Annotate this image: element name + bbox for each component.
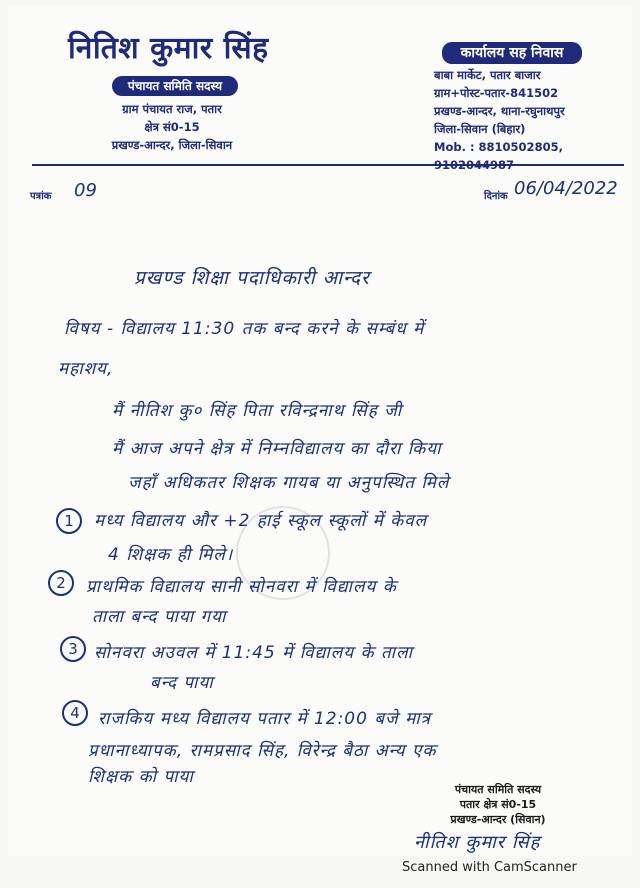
point-line: राजकिय मध्य विद्यालय पतार में 12:00 बजे मात्र — [98, 709, 432, 729]
point-line: शिक्षक को पाया — [88, 767, 194, 787]
right-address-line: Mob. : 8810502805, — [434, 140, 563, 154]
letter-page — [8, 6, 632, 856]
left-address-line: क्षेत्र सं0-15 — [144, 120, 200, 134]
intro-line: जहाँ अधिकतर शिक्षक गायब या अनुपस्थित मिले — [128, 473, 450, 493]
camscanner-watermark: Scanned with CamScanner — [402, 860, 577, 875]
point-number: 3 — [60, 636, 86, 662]
date-value: 06/04/2022 — [514, 178, 618, 199]
left-address-line: ग्राम पंचायत राज, पतार — [122, 102, 222, 116]
header-divider — [32, 164, 624, 166]
right-address-line: प्रखण्ड-आन्दर, थाना-रघुनाथपुर — [434, 104, 565, 118]
date-label: दिनांक — [484, 191, 508, 202]
official-stamp — [428, 782, 568, 827]
left-address-line: प्रखण्ड-आन्दर, जिला-सिवान — [111, 138, 233, 152]
letterhead-right-address — [434, 66, 614, 174]
point-line: प्राथमिक विद्यालय सानी सोनवरा में विद्यालय के — [86, 577, 397, 597]
ref-label: पत्रांक — [30, 191, 52, 202]
stamp-line: पतार क्षेत्र सं0-15 — [459, 798, 537, 811]
right-address-line: बाबा मार्केट, पतार बाजार — [434, 68, 541, 82]
point-number: 2 — [48, 570, 74, 596]
stamp-line: प्रखण्ड-आन्दर (सिवान) — [450, 813, 546, 826]
right-address-line: ग्राम+पोस्ट-पतार-841502 — [434, 86, 559, 100]
signature: नीतिश कुमार सिंह — [414, 832, 541, 853]
point-number: 1 — [56, 508, 82, 534]
point-number: 4 — [62, 700, 88, 726]
point-line: ताला बन्द पाया गया — [92, 607, 227, 627]
salutation: महाशय, — [58, 359, 114, 379]
designation-badge: पंचायत समिति सदस्य — [112, 76, 238, 96]
point-line: मध्य विद्यालय और +2 हाई स्कूल स्कूलों में केवल — [94, 511, 428, 531]
point-line: प्रधानाध्यापक, रामप्रसाद सिंह, विरेन्द्र बैठा अन्य एक — [88, 741, 437, 761]
intro-line: मैं नीतिश कु० सिंह पिता रविन्द्रनाथ सिंह जी — [112, 401, 403, 421]
point-line: सोनवरा अउवल में 11:45 में विद्यालय के ताला — [94, 643, 414, 663]
intro-line: मैं आज अपने क्षेत्र में निम्नविद्यालय का दौरा किया — [112, 439, 442, 459]
addressee: प्रखण्ड शिक्षा पदाधिकारी आन्दर — [134, 267, 370, 289]
letterhead-left-address — [72, 100, 272, 154]
point-line: बन्द पाया — [150, 673, 214, 693]
ref-number: 09 — [74, 180, 97, 201]
subject-line: विषय - विद्यालय 11:30 तक बन्द करने के सम्बंध में — [64, 319, 425, 339]
right-address-line: जिला-सिवान (बिहार) — [434, 122, 526, 136]
stamp-line: पंचायत समिति सदस्य — [454, 783, 542, 796]
letterhead-name: नितिश कुमार सिंह — [68, 31, 269, 66]
point-line: 4 शिक्षक ही मिले। — [108, 545, 234, 565]
office-badge: कार्यालय सह निवास — [442, 42, 582, 64]
